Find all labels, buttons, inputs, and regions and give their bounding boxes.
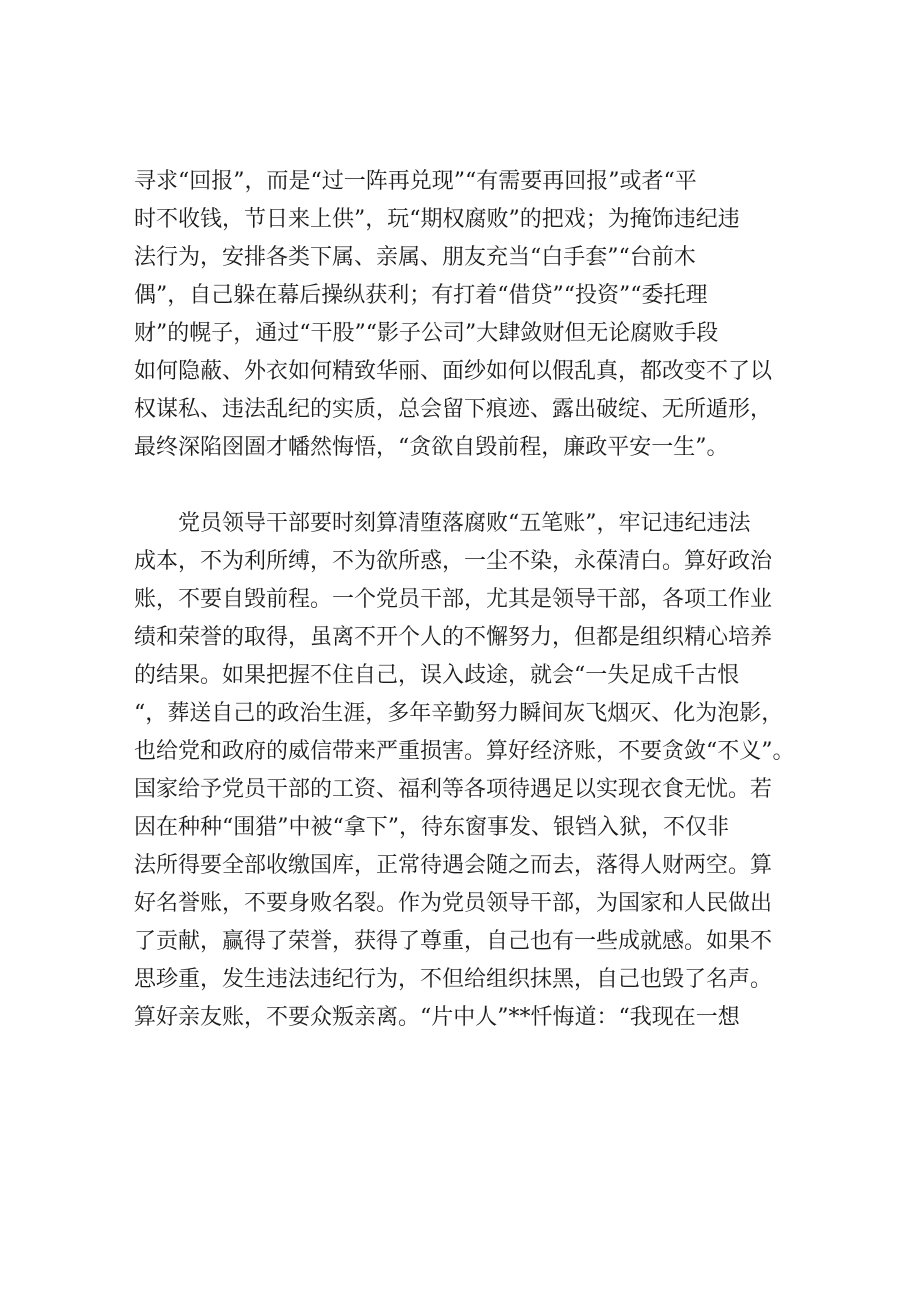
- text-line: 好名誉账，不要身败名裂。作为党员领导干部，为国家和人民做出: [134, 891, 773, 916]
- text-line: 如何隐蔽、外衣如何精致华丽、面纱如何以假乱真，都改变不了以: [134, 359, 773, 384]
- text-line: 思珍重，发生违法违纪行为，不但给组织抹黑，自己也毁了名声。: [134, 967, 773, 992]
- text-line: 财”的幌子，通过“干股”“影子公司”大肆敛财但无论腐败手段: [134, 321, 719, 346]
- text-line: 时不收钱，节日来上供”，玩“期权腐败”的把戏；为掩饰违纪违: [134, 207, 740, 232]
- text-line: 权谋私、违法乱纪的实质，总会留下痕迹、露出破绽、无所遁形，: [134, 397, 773, 422]
- text-line: 国家给予党员干部的工资、福利等各项待遇足以实现衣食无忧。若: [134, 777, 773, 802]
- text-line: 算好亲友账，不要众叛亲离。“片中人”**忏悔道：“我现在一想: [134, 1005, 740, 1030]
- text-line: 账，不要自毁前程。一个党员干部，尤其是领导干部，各项工作业: [134, 587, 773, 612]
- text-line: “，葬送自己的政治生涯，多年辛勤努力瞬间灰飞烟灭、化为泡影，: [134, 701, 784, 726]
- text-line: 的结果。如果把握不住自己，误入歧途，就会“一失足成千古恨: [134, 663, 740, 688]
- text-line: 了贡献，赢得了荣誉，获得了尊重，自己也有一些成就感。如果不: [134, 929, 773, 954]
- text-line: 党员领导干部要时刻算清堕落腐败“五笔账”，牢记违纪违法: [178, 511, 751, 536]
- paragraph-1: [134, 163, 814, 467]
- text-line: 法行为，安排各类下属、亲属、朋友充当“白手套”“台前木: [134, 245, 696, 270]
- text-line: 也给党和政府的威信带来严重损害。算好经济账，不要贪敛“不义”。: [134, 739, 795, 764]
- paragraph-2: [134, 505, 814, 1037]
- text-line: 绩和荣誉的取得，虽离不开个人的不懈努力，但都是组织精心培养: [134, 625, 773, 650]
- text-line: 因在种种“围猎”中被“拿下”，待东窗事发、银铛入狱，不仅非: [134, 815, 729, 840]
- text-line: 寻求“回报”，而是“过一阵再兑现”“有需要再回报”或者“平: [134, 169, 697, 194]
- text-line: 法所得要全部收缴国库，正常待遇会随之而去，落得人财两空。算: [134, 853, 773, 878]
- text-line: 偶”，自己躲在幕后操纵获利；有打着“借贷”“投资”“委托理: [134, 283, 708, 308]
- text-line: 最终深陷囹圄才幡然悔悟，“贪欲自毁前程，廉政平安一生”。: [134, 435, 729, 460]
- text-line: 成本，不为利所缚，不为欲所惑，一尘不染，永葆清白。算好政治: [134, 549, 773, 574]
